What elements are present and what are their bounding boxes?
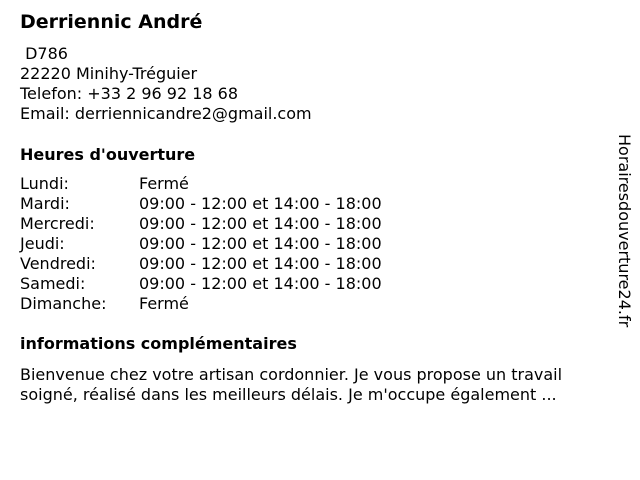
hours-row-friday — [20, 254, 382, 274]
hours-value: Fermé — [139, 174, 189, 193]
opening-hours-heading: Heures d'ouverture — [20, 145, 196, 164]
hours-value: 09:00 - 12:00 et 14:00 - 18:00 — [139, 254, 382, 273]
hours-value: Fermé — [139, 294, 189, 313]
description-line: soigné, réalisé dans les meilleurs délais. Je m'occupe également ... — [20, 385, 557, 404]
street-address: D786 — [20, 44, 68, 63]
business-name: Derriennic André — [20, 11, 203, 33]
day-label: Dimanche: — [20, 294, 107, 313]
hours-value: 09:00 - 12:00 et 14:00 - 18:00 — [139, 214, 382, 233]
hours-value: 09:00 - 12:00 et 14:00 - 18:00 — [139, 194, 382, 213]
hours-row-sunday — [20, 294, 382, 314]
address-block — [20, 44, 312, 124]
hours-value: 09:00 - 12:00 et 14:00 - 18:00 — [139, 274, 382, 293]
postal-city: 22220 Minihy-Tréguier — [20, 64, 198, 83]
hours-value: 09:00 - 12:00 et 14:00 - 18:00 — [139, 234, 382, 253]
hours-row-monday — [20, 174, 382, 194]
opening-hours-table — [20, 174, 382, 314]
additional-info-heading: informations complémentaires — [20, 334, 297, 353]
day-label: Jeudi: — [20, 234, 65, 253]
hours-row-thursday — [20, 234, 382, 254]
day-label: Samedi: — [20, 274, 86, 293]
email-line: Email: derriennicandre2@gmail.com — [20, 104, 312, 123]
business-description — [20, 365, 620, 405]
day-label: Mercredi: — [20, 214, 95, 233]
hours-row-wednesday — [20, 214, 382, 234]
hours-row-tuesday — [20, 194, 382, 214]
description-line: Bienvenue chez votre artisan cordonnier. Je vous propose un travail — [20, 365, 563, 384]
day-label: Vendredi: — [20, 254, 96, 273]
site-watermark: Horairesdouverture24.fr — [615, 134, 634, 328]
day-label: Lundi: — [20, 174, 69, 193]
day-label: Mardi: — [20, 194, 70, 213]
phone-line: Telefon: +33 2 96 92 18 68 — [20, 84, 239, 103]
hours-row-saturday — [20, 274, 382, 294]
